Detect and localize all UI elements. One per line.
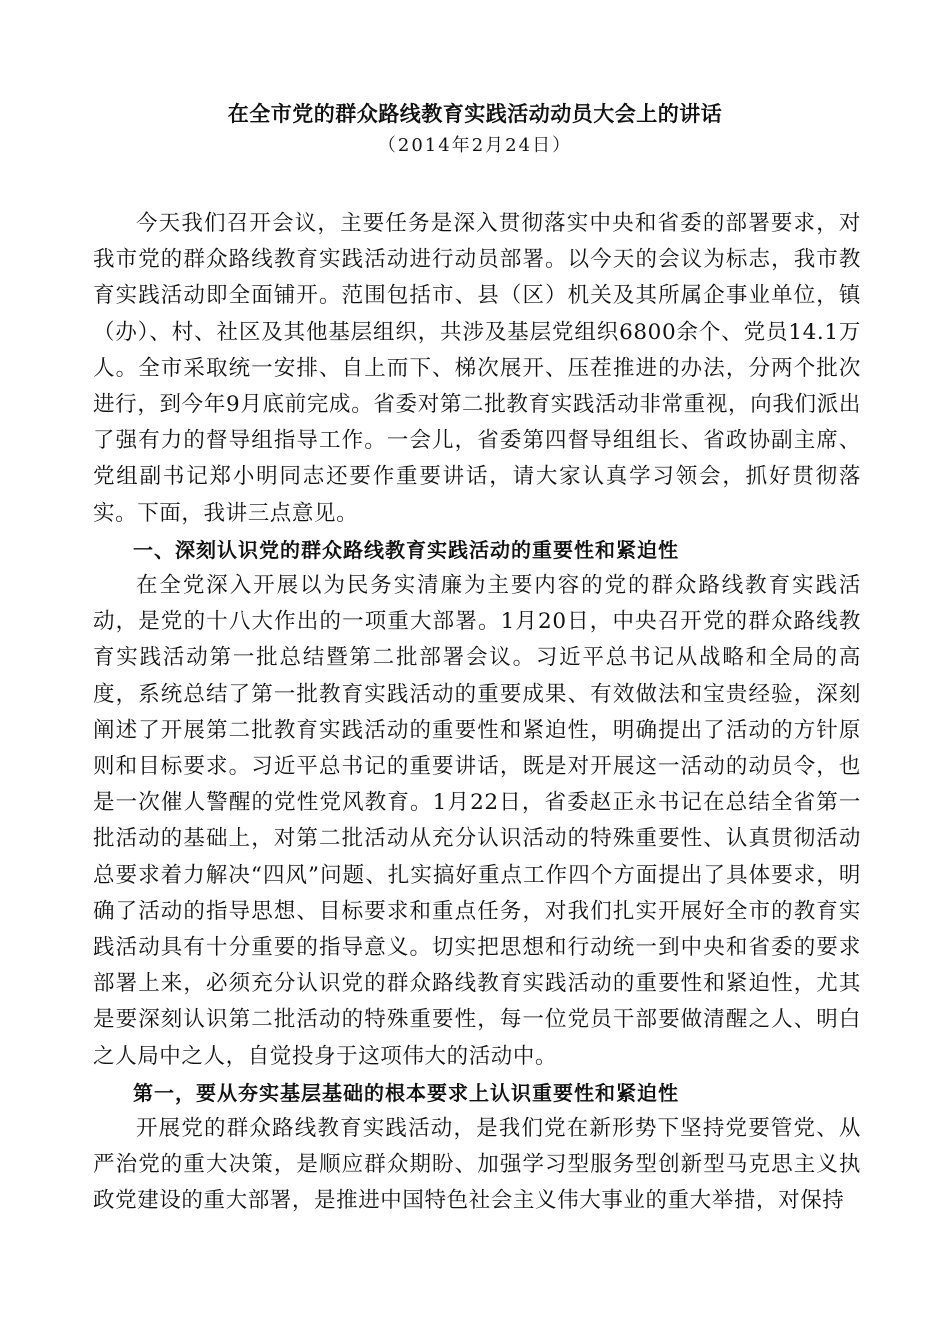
document-title: 在全市党的群众路线教育实践活动动员大会上的讲话 [227, 101, 723, 126]
document-body [93, 206, 861, 1220]
paragraph-intro: 今天我们召开会议，主要任务是深入贯彻落实中央和省委的部署要求，对我市党的群众路线教育实践活动进行动员部署。以今天的会议为标志，我市教育实践活动即全面铺开。范围包括市、县（区）机关及其所属企事业单位，镇（办）、村、社区及其他基层组织，共涉及基层党组织6800余个、党员14.1万人。全市采取统一安排、自上而下、梯次展开、压茬推进的办法，分两个批次进行，到今年9月底前完成。省委对第二批教育实践活动非常重视，向我们派出了强有力的督导组指导工作。一会儿，省委第四督导组组长、省政协副主席、党组副书记郑小明同志还要作重要讲话，请大家认真学习领会，抓好贯彻落实。下面，我讲三点意见。 [93, 211, 861, 526]
subsection-heading-1: 第一，要从夯实基层基础的根本要求上认识重要性和紧迫性 [133, 1080, 679, 1105]
section-heading-1: 一、深刻认识党的群众路线教育实践活动的重要性和紧迫性 [133, 537, 679, 562]
speech-date: （2014年2月24日） [377, 135, 573, 156]
paragraph-section-1: 在全党深入开展以为民务实清廉为主要内容的党的群众路线教育实践活动，是党的十八大作出的一项重大部署。1月20日，中央召开党的群众路线教育实践活动第一批总结暨第二批部署会议。习近平总书记从战略和全局的高度，系统总结了第一批教育实践活动的重要成果、有效做法和宝贵经验，深刻阐述了开展第二批教育实践活动的重要性和紧迫性，明确提出了活动的方针原则和目标要求。习近平总书记的重要讲话，既是对开展这一活动的动员令，也是一次催人警醒的党性党风教育。1月22日，省委赵正永书记在总结全省第一批活动的基础上，对第二批活动从充分认识活动的特殊重要性、认真贯彻活动总要求着力解决“四风”问题、扎实搞好重点工作四个方面提出了具体要求，明确了活动的指导思想、目标要求和重点任务，对我们扎实开展好全市的教育实践活动具有十分重要的指导意义。切实把思想和行动统一到中央和省委的要求部署上来，必须充分认识党的群众路线教育实践活动的重要性和紧迫性，尤其是要深刻认识第二批活动的特殊重要性，每一位党员干部要做清醒之人、明白之人局中之人，自觉投身于这项伟大的活动中。 [93, 573, 861, 1069]
paragraph-subsection-1: 开展党的群众路线教育实践活动，是我们党在新形势下坚持党要管党、从严治党的重大决策，是顺应群众期盼、加强学习型服务型创新型马克思主义执政党建设的重大部署，是推进中国特色社会主义伟大事业的重大举措，对保持 [93, 1116, 861, 1214]
